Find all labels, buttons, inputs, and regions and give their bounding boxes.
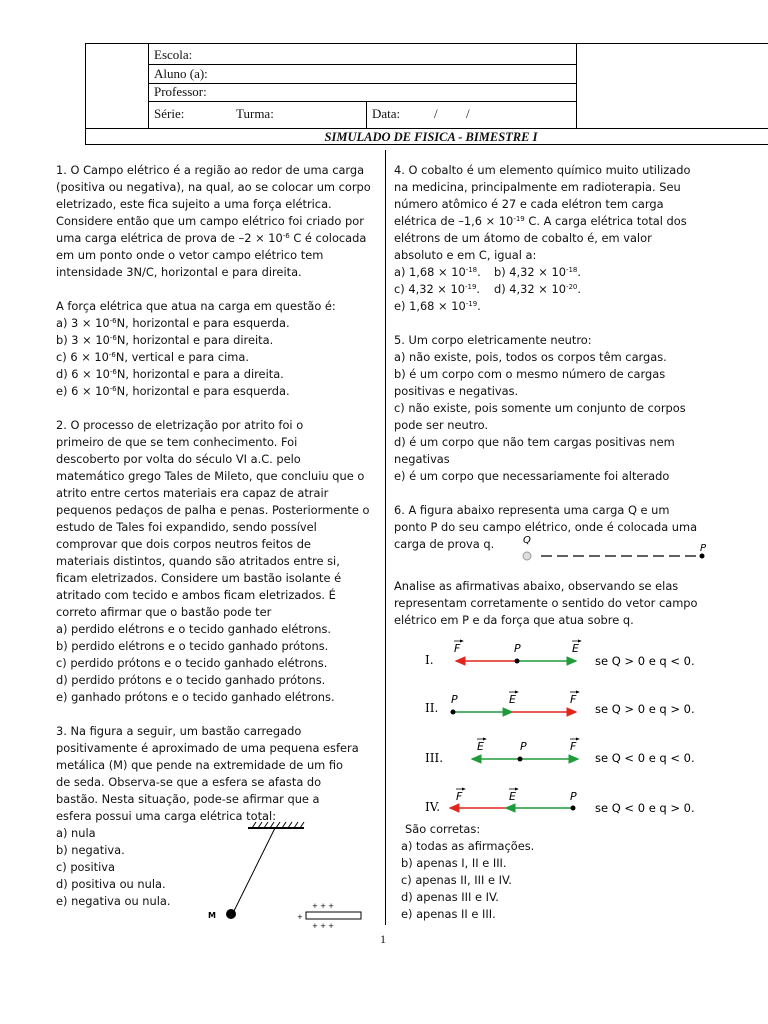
text-line: metálica (M) que pende na extremidade de um fio: [56, 758, 344, 772]
text-line: elétrica de $-1,6 \times 10^{-19}$ C. A carga elétrica total dos: [394, 214, 687, 228]
header-line: [149, 83, 577, 84]
text-line: São corretas:: [405, 822, 481, 836]
row-num: II.: [425, 701, 439, 715]
option: e) $1,68 \times 10^{-19}$.: [394, 299, 481, 313]
row-num: I.: [425, 653, 434, 667]
point-p: [700, 554, 705, 559]
text-line: correto afirmar que o bastão pode ter: [56, 605, 272, 619]
row-condition: se Q > 0 e q < 0.: [595, 654, 695, 668]
rod-charge-left: +: [297, 913, 303, 921]
option: e) é um corpo que necessariamente foi alterado: [394, 469, 670, 483]
exam-title: SIMULADO DE FISICA - BIMESTRE I: [86, 128, 768, 145]
text-line: Analise as afirmativas abaixo, observando se elas: [394, 579, 679, 593]
row-num: IV.: [425, 800, 441, 814]
option: d) $6 \times 10^{-6}N$, horizontal e para a direita.: [56, 367, 284, 381]
option: d) apenas III e IV.: [401, 890, 499, 904]
label-p: P: [520, 740, 527, 753]
option: c) positiva: [56, 860, 115, 874]
text-line: elétrons de um átomo de cobalto é, em valor: [394, 231, 652, 245]
text-line: comprovar que dois corpos neutros feitos de: [56, 537, 311, 551]
label-p: P: [570, 790, 577, 803]
charge-q-label: Q: [523, 535, 531, 546]
option: e) ganhado prótons e o tecido ganhado elétrons.: [56, 690, 335, 704]
text-line: 6. A figura abaixo representa uma carga Q e um: [394, 503, 670, 517]
text-line: estudo de Tales foi expandido, sendo possível: [56, 520, 317, 534]
page-number: 1: [380, 932, 386, 946]
text-line: positivamente é aproximado de uma pequena esfera: [56, 741, 359, 755]
label-f: F: [570, 740, 577, 753]
header-right-divider: [576, 44, 577, 128]
text-line: primeiro de que se tem conhecimento. Foi: [56, 435, 298, 449]
q5-text: 5. Um corpo eletricamente neutro:: [394, 333, 592, 347]
header-box: [85, 43, 768, 145]
text-line: intensidade 3N/C, horizontal e para direita.: [56, 265, 302, 279]
field-data-sep: /: [434, 106, 438, 121]
option: a) nula: [56, 826, 96, 840]
option: c) apenas II, III e IV.: [401, 873, 512, 887]
column-divider: [385, 150, 386, 925]
charge-q: [523, 552, 531, 560]
label-f: F: [456, 790, 463, 803]
q2-text: [56, 417, 376, 621]
option: e) $6 \times 10^{-6}N$, horizontal e para esquerda.: [56, 384, 290, 398]
text-line: representam corretamente o sentido do vetor campo: [394, 596, 698, 610]
text-line: atritado com tecido e ambos ficam eletrizados. É: [56, 588, 336, 602]
sphere-m: [226, 909, 236, 919]
option: b) negativa.: [56, 843, 125, 857]
field-turma: Turma:: [236, 106, 274, 121]
text-line: esfera possui uma carga elétrica total:: [56, 809, 277, 823]
row-condition: se Q > 0 e q > 0.: [595, 702, 695, 716]
q4-options-row: [394, 281, 702, 298]
text-line: pequenos pedaços de palha e penas. Posteriormente o: [56, 503, 370, 517]
option: b) é um corpo com o mesmo número de cargas: [394, 367, 666, 381]
text-line: 4. O cobalto é um elemento químico muito utilizado: [394, 163, 691, 177]
label-p: P: [514, 642, 521, 655]
text-line: ficam eletrizados. Considere um bastão isolante é: [56, 571, 342, 585]
label-e: E: [509, 693, 516, 706]
option: a) não existe, pois, todos os corpos têm cargas.: [394, 350, 667, 364]
text-line: absoluto e em C, igual a:: [394, 248, 537, 262]
option: d) perdido prótons e o tecido ganhado prótons.: [56, 673, 326, 687]
point-p-label: P: [700, 543, 707, 554]
rod-charges-top: + + +: [312, 902, 335, 910]
text-line: eletrizado, este fica sujeito a uma força elétrica.: [56, 197, 332, 211]
label-e: E: [477, 740, 484, 753]
option: d) positiva ou nula.: [56, 877, 166, 891]
charged-rod: [306, 912, 361, 919]
row-condition: se Q < 0 e q < 0.: [595, 751, 695, 765]
text-line: ponto P do seu campo elétrico, onde é colocada uma: [394, 520, 698, 534]
option: b) $4,32 \times 10^{-18}$.: [494, 265, 581, 279]
option: pode ser neutro.: [394, 418, 489, 432]
text-line: carga de prova q.: [394, 537, 495, 551]
option: c) $4,32 \times 10^{-19}$.: [394, 282, 481, 296]
text-line: na medicina, principalmente em radioterapia. Seu: [394, 180, 681, 194]
text-line: em um ponto onde o vetor campo elétrico tem: [56, 248, 324, 262]
q1-text: [56, 162, 376, 281]
label-f: F: [454, 642, 461, 655]
pendulum-figure: [200, 820, 380, 930]
text-line: Considere então que um campo elétrico foi criado por: [56, 214, 364, 228]
text-line: descoberto por volta do século VI a.C. pelo: [56, 452, 301, 466]
text-line: bastão. Nesta situação, pode-se afirmar que a: [56, 792, 320, 806]
option: b) $3 \times 10^{-6}N$, horizontal e para direita.: [56, 333, 274, 347]
text-line: materiais distintos, quando são atritados entre si,: [56, 554, 340, 568]
text-line: (positiva ou negativa), na qual, ao se colocar um corpo: [56, 180, 371, 194]
option: a) $1,68 \times 10^{-18}$.: [394, 265, 481, 279]
vector-diagrams: [420, 630, 720, 830]
rod-charges-bottom: + + +: [312, 922, 335, 930]
option: positivas e negativas.: [394, 384, 519, 398]
text-line: número atômico é 27 e cada elétron tem carga: [394, 197, 664, 211]
field-serie: Série:: [154, 106, 185, 121]
option: b) apenas I, II e III.: [401, 856, 507, 870]
field-aluno: Aluno (a):: [154, 66, 208, 81]
text-line: atrito entre certos materiais era capaz de atrair: [56, 486, 329, 500]
option: d) é um corpo que não tem cargas positivas nem: [394, 435, 675, 449]
q6-analise: [394, 578, 704, 629]
sphere-label: M: [208, 911, 216, 920]
q1-options: [56, 315, 376, 400]
option: negativas: [394, 452, 450, 466]
option: c) perdido prótons e o tecido ganhado elétrons.: [56, 656, 328, 670]
field-data-sep: /: [466, 106, 470, 121]
text-line: 2. O processo de eletrização por atrito foi o: [56, 418, 304, 432]
right-column: [394, 162, 702, 553]
option: a) $3 \times 10^{-6}N$, horizontal e para esquerda.: [56, 316, 290, 330]
text-line: uma carga elétrica de prova de $-2 \times 10^{-6}$ C é colocada: [56, 231, 367, 245]
header-date-divider: [366, 101, 367, 128]
charge-point-figure: [515, 532, 715, 562]
option: a) todas as afirmações.: [401, 839, 535, 853]
label-e: E: [572, 642, 579, 655]
text-line: 1. O Campo elétrico é a região ao redor de uma carga: [56, 163, 365, 177]
row-condition: se Q < 0 e q > 0.: [595, 801, 695, 815]
option: d) $4,32 \times 10^{-20}$.: [494, 282, 581, 296]
label-p: P: [451, 693, 458, 706]
text-line: de seda. Observa-se que a esfera se afasta do: [56, 775, 322, 789]
label-e: E: [509, 790, 516, 803]
option: c) $6 \times 10^{-6}N$, vertical e para cima.: [56, 350, 249, 364]
text-line: matemático grego Tales de Mileto, que concluiu que o: [56, 469, 365, 483]
field-escola: Escola:: [154, 47, 193, 62]
option: e) apenas II e III.: [401, 907, 496, 921]
option: b) perdido elétrons e o tecido ganhado prótons.: [56, 639, 329, 653]
left-column: [56, 162, 376, 910]
text-line: elétrico em P e da força que atua sobre q.: [394, 613, 634, 627]
field-data: Data:: [372, 106, 401, 121]
q5-options: [394, 349, 702, 485]
q3-text: [56, 723, 376, 825]
field-professor: Professor:: [154, 84, 207, 99]
label-f: F: [570, 693, 577, 706]
text-line: 3. Na figura a seguir, um bastão carregado: [56, 724, 302, 738]
option: e) negativa ou nula.: [56, 894, 171, 908]
row-num: III.: [425, 751, 444, 765]
header-line: [149, 64, 577, 65]
q6-options: [401, 821, 701, 923]
q4-text: [394, 162, 702, 264]
option: c) não existe, pois somente um conjunto de corpos: [394, 401, 686, 415]
header-left-divider: [148, 44, 149, 128]
header-line: [149, 101, 577, 102]
q4-options-row: [394, 264, 702, 281]
q1-question: A força elétrica que atua na carga em questão é:: [56, 299, 336, 313]
option: a) perdido elétrons e o tecido ganhado elétrons.: [56, 622, 332, 636]
